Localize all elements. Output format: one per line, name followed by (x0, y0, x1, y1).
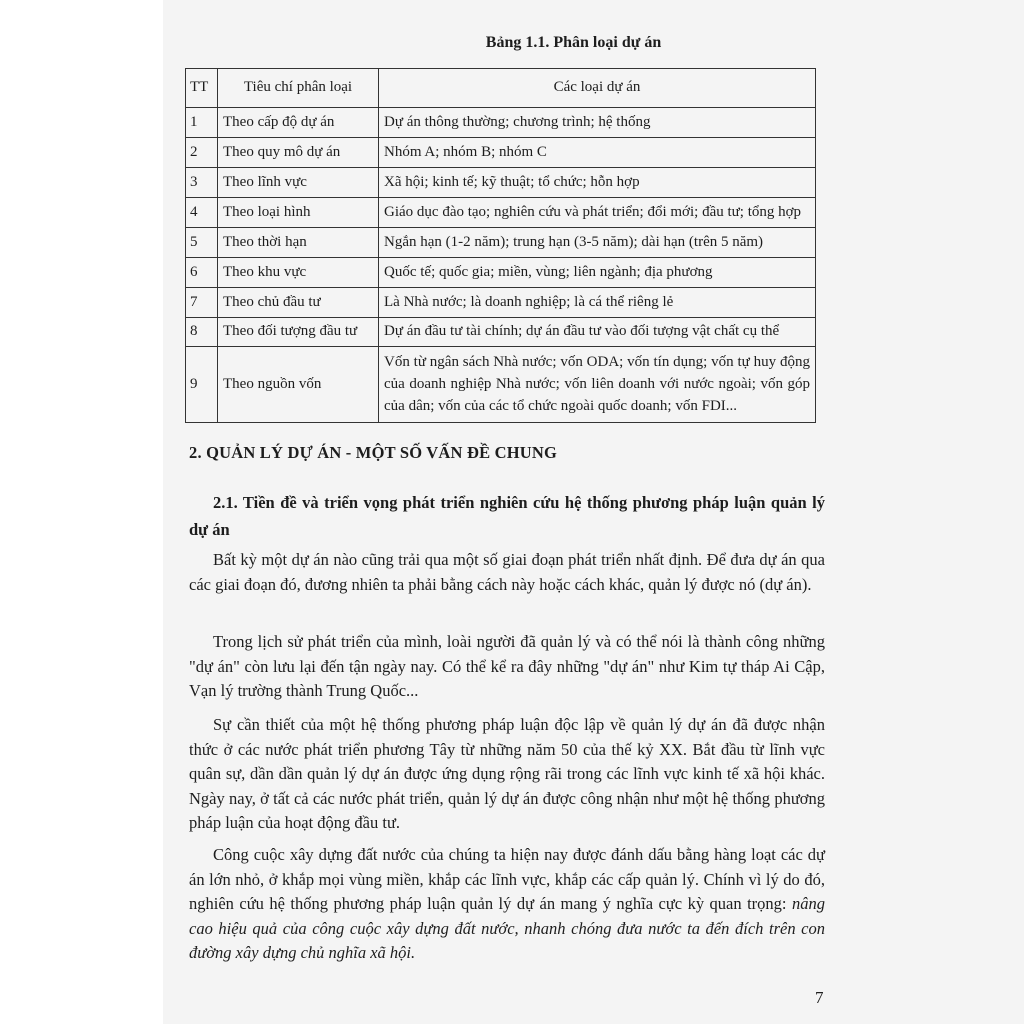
row-types: Giáo dục đào tạo; nghiên cứu và phát triển; đổi mới; đầu tư; tổng hợp (379, 198, 816, 228)
row-number: 6 (186, 258, 218, 288)
row-criterion: Theo thời hạn (218, 228, 379, 258)
subsection-heading: 2.1. Tiền đề và triển vọng phát triển nghiên cứu hệ thống phương pháp luận quản lý dự án (189, 493, 825, 539)
header-tt: TT (186, 69, 218, 108)
table-row (186, 288, 816, 318)
paragraph-2: Trong lịch sử phát triển của mình, loài người đã quản lý và có thể nói là thành công những "dự án" còn lưu lại đến tận ngày nay. Có thể kể ra đây những "dự án" như Kim tự tháp Ai Cập, Vạn lý trường thành Trung Quốc... (189, 632, 825, 701)
row-number: 2 (186, 138, 218, 168)
row-number: 1 (186, 108, 218, 138)
table-row (186, 198, 816, 228)
table-row (186, 168, 816, 198)
row-number: 4 (186, 198, 218, 228)
section-heading: 2. QUẢN LÝ DỰ ÁN - MỘT SỐ VẤN ĐỀ CHUNG (189, 443, 558, 462)
row-criterion: Theo đối tượng đầu tư (218, 318, 379, 347)
row-criterion: Theo chủ đầu tư (218, 288, 379, 318)
row-types: Là Nhà nước; là doanh nghiệp; là cá thể riêng lẻ (379, 288, 816, 318)
paragraph-4 (189, 843, 825, 966)
row-types: Vốn từ ngân sách Nhà nước; vốn ODA; vốn tín dụng; vốn tự huy động của doanh nghiệp Nhà nước; vốn liên doanh với nước ngoài; vốn góp của dân; vốn của các tổ chức ngoài quốc doanh; vốn FDI... (379, 347, 816, 423)
row-types: Ngắn hạn (1-2 năm); trung hạn (3-5 năm); dài hạn (trên 5 năm) (379, 228, 816, 258)
row-criterion: Theo khu vực (218, 258, 379, 288)
table-row (186, 228, 816, 258)
book-page (163, 0, 1024, 1024)
row-criterion: Theo cấp độ dự án (218, 108, 379, 138)
table-row (186, 347, 816, 423)
page-number: 7 (815, 988, 824, 1007)
paragraph-1: Bất kỳ một dự án nào cũng trải qua một số giai đoạn phát triển nhất định. Để đưa dự án qua các giai đoạn đó, đương nhiên ta phải bằng cách này hoặc cách khác, quản lý được nó (dự án). (189, 550, 825, 594)
table-row (186, 108, 816, 138)
row-criterion: Theo nguồn vốn (218, 347, 379, 423)
row-number: 9 (186, 347, 218, 423)
row-number: 3 (186, 168, 218, 198)
row-types: Quốc tế; quốc gia; miền, vùng; liên ngành; địa phương (379, 258, 816, 288)
table-row (186, 318, 816, 347)
paragraph-4-text: Công cuộc xây dựng đất nước của chúng ta hiện nay được đánh dấu bằng hàng loạt các dự án lớn nhỏ, ở khắp mọi vùng miền, khắp các lĩnh vực, khắp các cấp quản lý. Chính vì lý do đó, nghiên cứu hệ thống phương pháp luận quản lý dự án mang ý nghĩa cực kỳ quan trọng: (189, 845, 825, 914)
row-number: 7 (186, 288, 218, 318)
header-criterion: Tiêu chí phân loại (218, 69, 379, 108)
paragraph-3: Sự cần thiết của một hệ thống phương pháp luận độc lập về quản lý dự án đã được nhận thức ở các nước phát triển phương Tây từ những năm 50 của thế kỷ XX. Bắt đầu từ lĩnh vực quân sự, dần dần quản lý dự án được ứng dụng rộng rãi trong các lĩnh vực kinh tế xã hội khác. Ngày nay, ở tất cả các nước phát triển, quản lý dự án được công nhận như một hệ thống phương pháp luận của hoạt động đầu tư. (189, 715, 825, 833)
row-number: 5 (186, 228, 218, 258)
table-row (186, 138, 816, 168)
header-types: Các loại dự án (379, 69, 816, 108)
row-criterion: Theo loại hình (218, 198, 379, 228)
row-types: Nhóm A; nhóm B; nhóm C (379, 138, 816, 168)
paragraph-4-emphasis: nâng cao hiệu quả của công cuộc xây dựng đất nước, nhanh chóng đưa nước ta đến đích trên con đường xây dựng chủ nghĩa xã hội. (189, 894, 825, 963)
row-types: Dự án đầu tư tài chính; dự án đầu tư vào đối tượng vật chất cụ thể (379, 318, 816, 347)
row-criterion: Theo lĩnh vực (218, 168, 379, 198)
row-types: Xã hội; kinh tế; kỹ thuật; tổ chức; hỗn hợp (379, 168, 816, 198)
table-header-row (186, 69, 816, 108)
row-criterion: Theo quy mô dự án (218, 138, 379, 168)
table-caption: Bảng 1.1. Phân loại dự án (485, 34, 662, 51)
row-number: 8 (186, 318, 218, 347)
row-types: Dự án thông thường; chương trình; hệ thống (379, 108, 816, 138)
table-row (186, 258, 816, 288)
project-classification-table (185, 68, 816, 423)
